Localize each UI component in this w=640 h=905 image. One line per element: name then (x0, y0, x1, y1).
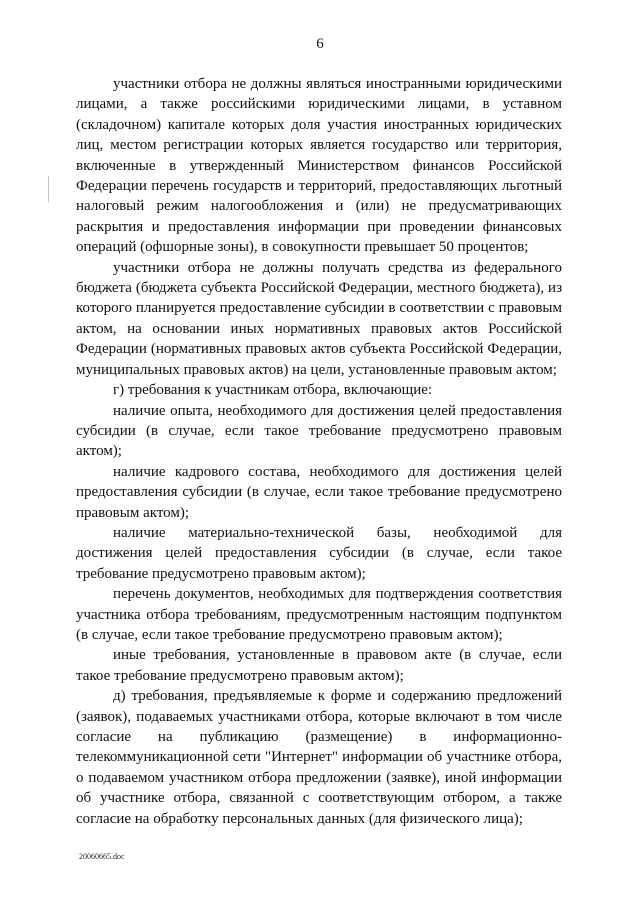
paragraph-foreign-entities: участники отбора не должны являться иностранными юридическими лицами, а также российскими юридическими лицами, в уставном (складочном) капитале которых доля участия иностранных юридических лиц, местом регистрации которых является государство или территория, включенные в утвержденный Министерством финансов Российской Федерации перечень государств и территорий, предоставляющих льготный налоговый режим налогообложения и (или) не предусматривающих раскрытия и предоставления информации при проведении финансовых операций (офшорные зоны), в совокупности превышает 50 процентов; (76, 76, 562, 256)
paragraph-staff: наличие кадрового состава, необходимого для достижения целей предоставления субсидии (в случае, если такое требование предусмотрено правовым актом); (76, 463, 562, 521)
page-number: 6 (316, 36, 324, 52)
document-body (76, 74, 562, 829)
paragraph-material-base: наличие материально-технической базы, необходимой для достижения целей предоставления субсидии (в случае, если такое требование предусмотрено правовым актом); (76, 524, 562, 582)
paragraph-other-requirements: иные требования, установленные в правовом акте (в случае, если такое требование предусмотрено правовым актом); (76, 647, 562, 684)
file-name-footer: 20060665.doc (79, 852, 125, 861)
paragraph-documents-list: перечень документов, необходимых для подтверждения соответствия участника отбора требованиям, предусмотренным настоящим подпунктом (в случае, если такое требование предусмотрено правовым актом); (76, 586, 562, 643)
margin-mark (48, 176, 49, 202)
paragraph-federal-budget: участники отбора не должны получать средства из федерального бюджета (бюджета субъекта Российской Федерации, местного бюджета), из которого планируется предоставление субсидии в соответствии с правовым актом, на основании иных нормативных правовых актов Российской Федерации (нормативных правовых актов субъекта Российской Федерации, муниципальных правовых актов) на цели, установленные правовым актом; (76, 259, 562, 378)
paragraph-experience: наличие опыта, необходимого для достижения целей предоставления субсидии (в случае, если такое требование предусмотрено правовым актом); (76, 402, 562, 460)
paragraph-requirements-heading: г) требования к участникам отбора, включающие: (113, 382, 433, 399)
paragraph-application-form: д) требования, предъявляемые к форме и содержанию предложений (заявок), подаваемых участниками отбора, которые включают в том числе согласие на публикацию (размещение) в информационно-телекоммуникационной сети "Интернет" информации об участнике отбора, о подаваемом участником отбора предложении (заявке), иной информации об участнике отбора, связанной с соответствующим отбором, а также согласие на обработку персональных данных (для физического лица); (76, 688, 562, 827)
